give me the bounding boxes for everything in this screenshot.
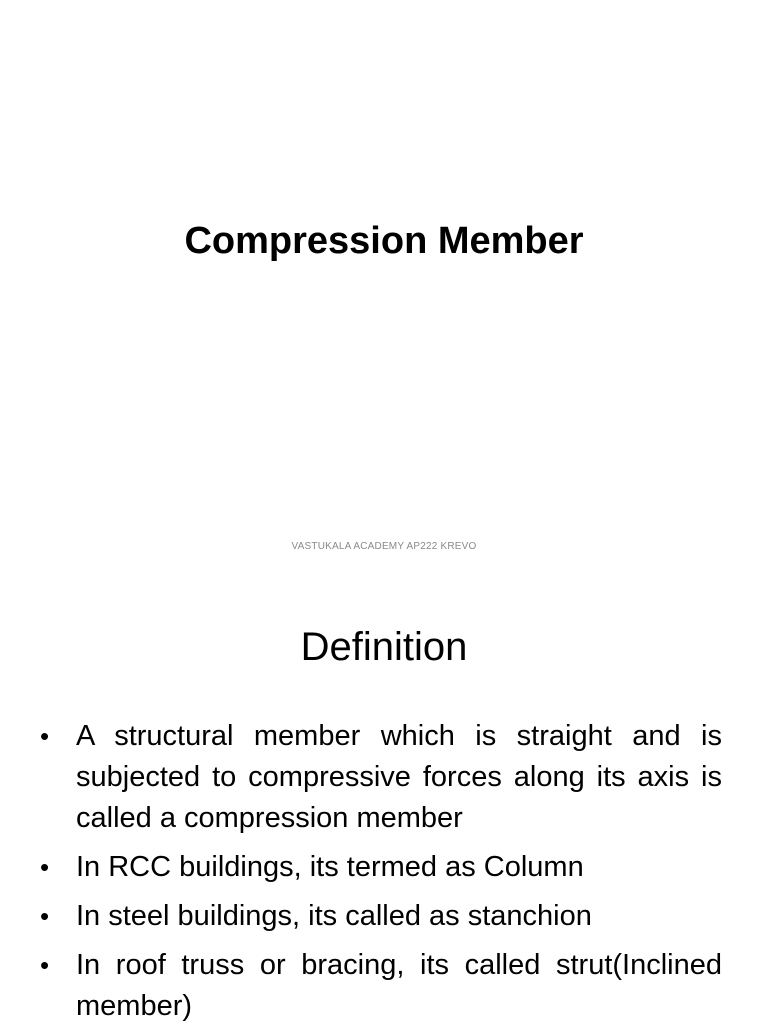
- bullet-item: [40, 896, 722, 937]
- bullet-item: [40, 945, 722, 1027]
- bullet-item: [40, 847, 722, 888]
- bullet-text: In roof truss or bracing, its called strut(Inclined member): [76, 949, 722, 1022]
- bullet-item: [40, 716, 722, 839]
- bullet-text: In RCC buildings, its termed as Column: [76, 851, 584, 883]
- bullet-icon: •: [40, 950, 50, 980]
- bullet-text: In steel buildings, its called as stanchion: [76, 900, 592, 932]
- bullet-text: A structural member which is straight and is subjected to compressive forces along its axis is called a compression member: [76, 720, 722, 834]
- slide-title: Compression Member: [184, 220, 584, 262]
- slide-title: Definition: [300, 625, 468, 669]
- bullet-icon: •: [40, 721, 50, 751]
- definition-slide: [0, 576, 768, 1024]
- bullet-icon: •: [40, 901, 50, 931]
- bullet-icon: •: [40, 852, 50, 882]
- bullet-list: [40, 716, 722, 1035]
- slide-footer: VASTUKALA ACADEMY AP222 KREVO: [291, 541, 477, 552]
